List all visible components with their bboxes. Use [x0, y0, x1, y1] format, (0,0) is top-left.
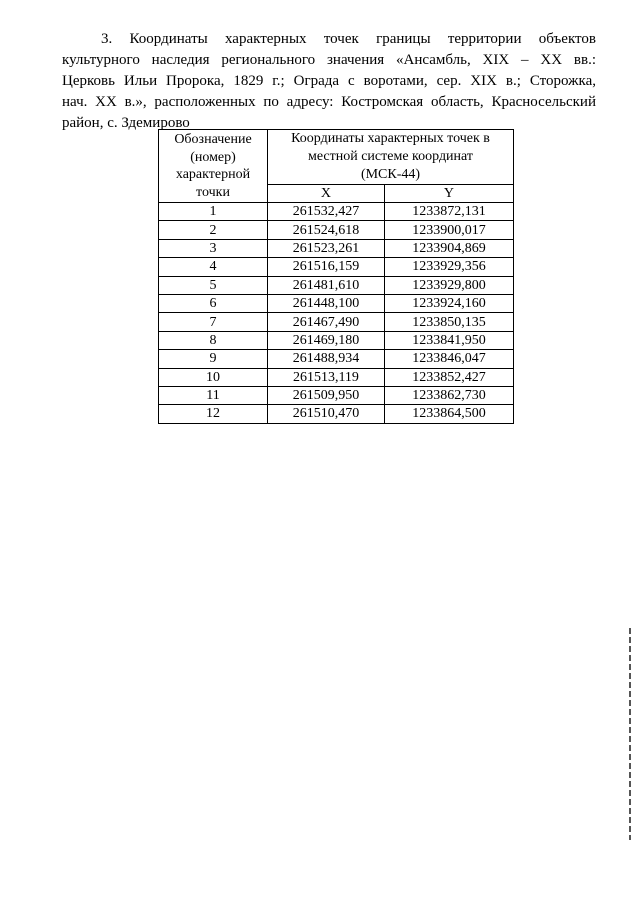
header-id-line: Обозначение	[174, 132, 252, 147]
coord-x: 261513,119	[268, 368, 385, 386]
coord-y: 1233924,160	[384, 294, 513, 312]
coord-y: 1233900,017	[384, 221, 513, 239]
coord-y: 1233841,950	[384, 331, 513, 349]
header-coords-line: местной системе координат	[307, 149, 474, 164]
coord-x: 261509,950	[268, 386, 385, 404]
coord-x: 261469,180	[268, 331, 385, 349]
point-number: 7	[159, 313, 268, 331]
header-id-line: точки	[196, 184, 230, 200]
table-row	[159, 239, 514, 257]
point-number: 9	[159, 350, 268, 368]
point-number: 5	[159, 276, 268, 294]
header-y: Y	[384, 185, 513, 203]
header-x: X	[268, 185, 385, 203]
table-row	[159, 350, 514, 368]
coord-x: 261523,261	[268, 239, 385, 257]
header-coords-line: (МСК-44)	[360, 167, 421, 182]
header-id-line: (номер)	[190, 149, 236, 165]
point-number: 3	[159, 239, 268, 257]
table-row	[159, 294, 514, 312]
coord-y: 1233850,135	[384, 313, 513, 331]
coord-x: 261524,618	[268, 221, 385, 239]
table-row	[159, 331, 514, 349]
paragraph-line: нач. XX в.», расположенных по адресу: Костромская область, Красносельский	[62, 94, 596, 110]
paragraph-line: культурного наследия регионального значения «Ансамбль, XIX – XX вв.:	[62, 52, 596, 68]
table-row	[159, 258, 514, 276]
coord-x: 261481,610	[268, 276, 385, 294]
coord-y: 1233929,800	[384, 276, 513, 294]
coord-y: 1233929,356	[384, 258, 513, 276]
coord-x: 261467,490	[268, 313, 385, 331]
table-row	[159, 313, 514, 331]
coord-x: 261510,470	[268, 405, 385, 423]
paragraph-line: Церковь Ильи Пророка, 1829 г.; Ограда с воротами, сер. XIX в.; Сторожка,	[62, 73, 596, 89]
paragraph-line: район, с. Здемирово	[62, 115, 190, 131]
header-coordinates	[268, 130, 514, 185]
coord-y: 1233846,047	[384, 350, 513, 368]
coordinates-table	[158, 129, 514, 424]
coord-x: 261516,159	[268, 258, 385, 276]
point-number: 2	[159, 221, 268, 239]
table-row	[159, 405, 514, 423]
header-coords-line: Координаты характерных точек в	[291, 131, 490, 146]
coord-x: 261532,427	[268, 203, 385, 221]
table-row	[159, 276, 514, 294]
point-number: 1	[159, 203, 268, 221]
point-number: 12	[159, 405, 268, 423]
scan-edge-mark	[629, 628, 631, 840]
point-number: 11	[159, 386, 268, 404]
header-id-line: характерной	[175, 167, 251, 182]
coord-y: 1233852,427	[384, 368, 513, 386]
point-number: 6	[159, 294, 268, 312]
paragraph-boundary-coordinates	[62, 29, 596, 134]
point-number: 10	[159, 368, 268, 386]
header-point-designation	[159, 130, 268, 203]
coord-y: 1233904,869	[384, 239, 513, 257]
coord-x: 261488,934	[268, 350, 385, 368]
table-row	[159, 386, 514, 404]
paragraph-line: 3. Координаты характерных точек границы территории объектов	[101, 31, 596, 47]
table-row	[159, 221, 514, 239]
coord-y: 1233872,131	[384, 203, 513, 221]
point-number: 4	[159, 258, 268, 276]
table-row	[159, 203, 514, 221]
table-row	[159, 368, 514, 386]
coord-x: 261448,100	[268, 294, 385, 312]
point-number: 8	[159, 331, 268, 349]
coord-y: 1233864,500	[384, 405, 513, 423]
coord-y: 1233862,730	[384, 386, 513, 404]
